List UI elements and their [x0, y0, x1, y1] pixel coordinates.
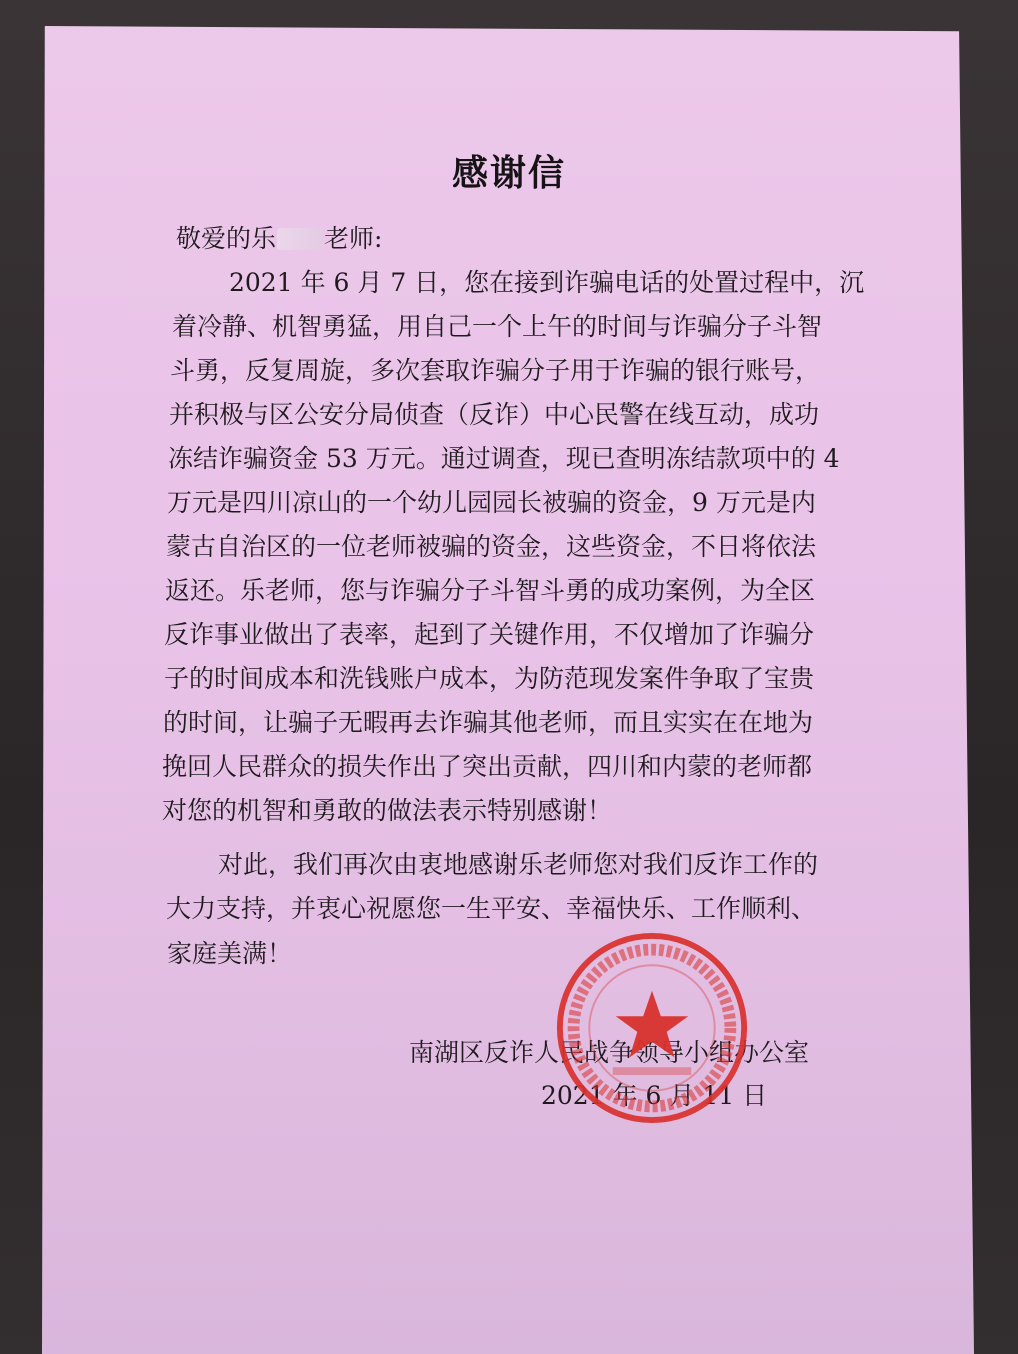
body-line: 并积极与区公安分局侦查（反诈）中心民警在线互动，成功	[169, 400, 820, 429]
body-line: 家庭美满！	[167, 939, 293, 968]
letter-date: 2021 年 6 月 11 日	[541, 1081, 768, 1110]
body-line: 着冷静、机智勇猛，用自己一个上午的时间与诈骗分子斗智	[172, 312, 823, 341]
body-line: 万元是四川凉山的一个幼儿园园长被骗的资金，9 万元是内	[167, 488, 816, 517]
redacted-name	[277, 228, 323, 250]
body-line: 大力支持，并衷心祝愿您一生平安、幸福快乐、工作顺利、	[166, 894, 817, 923]
body-line: 的时间，让骗子无暇再去诈骗其他老师，而且实实在在地为	[163, 708, 814, 737]
body-line: 2021 年 6 月 7 日，您在接到诈骗电话的处置过程中，沉	[229, 268, 865, 297]
salutation	[176, 219, 382, 255]
body-line: 反诈事业做出了表率，起到了关键作用，不仅增加了诈骗分	[164, 620, 815, 649]
salutation-suffix: 老师:	[324, 224, 383, 253]
body-line: 对此，我们再次由衷地感谢乐老师您对我们反诈工作的	[218, 850, 819, 879]
body-line: 返还。乐老师，您与诈骗分子斗智斗勇的成功案例，为全区	[165, 576, 816, 605]
body-line: 蒙古自治区的一位老师被骗的资金，这些资金，不日将依法	[166, 532, 817, 561]
official-seal	[554, 930, 750, 1126]
body-line: 子的时间成本和洗钱账户成本，为防范现发案件争取了宝贵	[164, 664, 815, 693]
letter-title: 感谢信	[451, 152, 566, 194]
seal-star-icon	[616, 991, 689, 1058]
signoff-organization: 南湖区反诈人民战争领导小组办公室	[409, 1038, 810, 1067]
body-line: 挽回人民群众的损失作出了突出贡献，四川和内蒙的老师都	[162, 752, 813, 781]
body-line: 对您的机智和勇敢的做法表示特别感谢！	[162, 796, 613, 825]
body-line: 冻结诈骗资金 53 万元。通过调查，现已查明冻结款项中的 4	[168, 444, 840, 473]
salutation-prefix: 敬爱的乐	[176, 224, 277, 253]
body-line: 斗勇，反复周旋，多次套取诈骗分子用于诈骗的银行账号，	[170, 356, 821, 385]
